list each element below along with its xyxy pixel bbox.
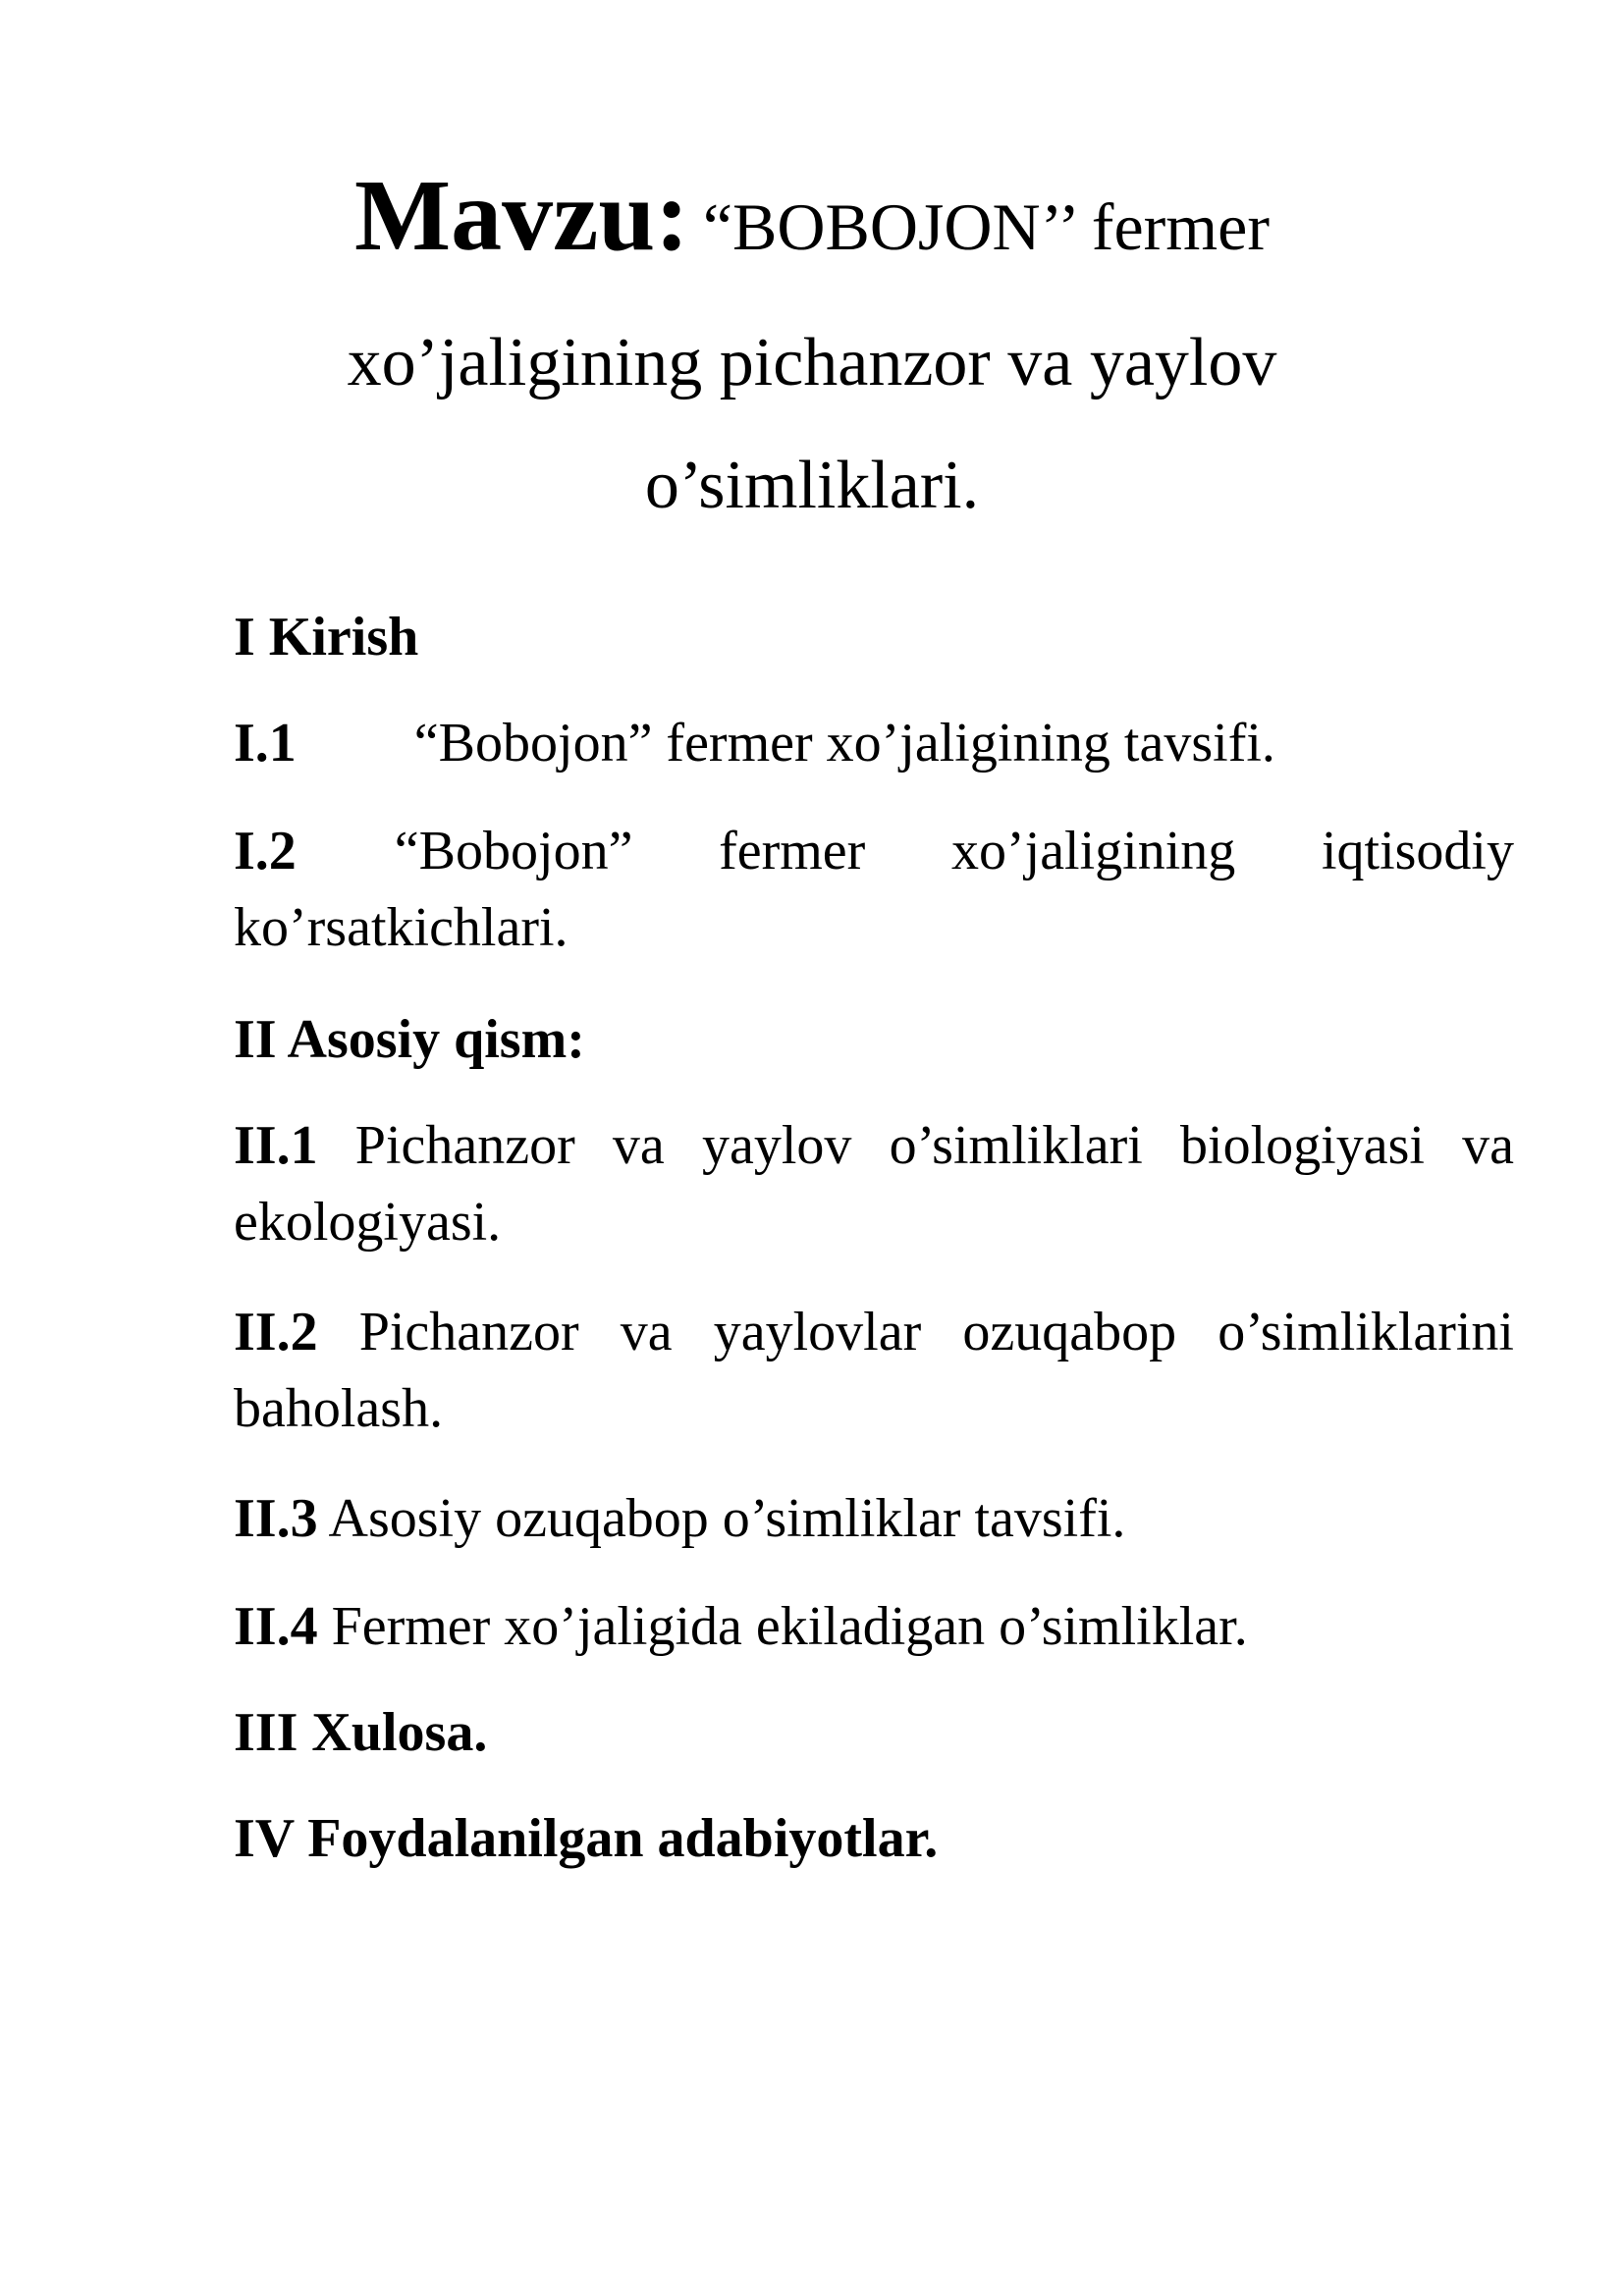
toc-item-asosiy: II Asosiy qism: — [234, 1009, 585, 1070]
toc-text: “Bobojon” fermer xo’jaligining iqtisodiy ko’rsatkichlari. — [234, 821, 1514, 958]
toc-item-i2 — [234, 813, 1514, 966]
toc-text: Pichanzor va yaylovlar ozuqabop o’simliklarini baholash. — [234, 1302, 1514, 1439]
toc-item-kirish: I Kirish — [234, 607, 419, 667]
toc-item-xulosa: III Xulosa. — [234, 1702, 488, 1763]
title-line-2: xo’jaligining pichanzor va yaylov — [347, 325, 1277, 400]
toc-text: Pichanzor va yaylov o’simliklari biologiyasi va ekologiyasi. — [234, 1115, 1514, 1253]
toc-number: II.2 — [234, 1302, 318, 1362]
toc-item-ii3 — [234, 1480, 1514, 1557]
toc-number: II.3 — [234, 1488, 318, 1549]
toc-item-ii4 — [234, 1588, 1514, 1665]
toc-number: I.2 — [234, 821, 297, 881]
toc-item-ii1 — [234, 1107, 1514, 1260]
toc-number: II.4 — [234, 1596, 318, 1657]
toc-text: Asosiy ozuqabop o’simliklar tavsifi. — [317, 1488, 1126, 1549]
toc-text: Fermer xo’jaligida ekiladigan o’simliklar. — [317, 1596, 1248, 1657]
toc-item-adabiyotlar: IV Foydalanilgan adabiyotlar. — [234, 1808, 939, 1869]
toc-item-ii2 — [234, 1294, 1514, 1447]
toc-number: II.1 — [234, 1115, 318, 1176]
toc-text: “Bobojon” fermer xo’jaligining tavsifi. — [413, 713, 1275, 774]
title-line-3: o’simliklari. — [644, 448, 980, 523]
title-label: Mavzu: — [354, 159, 689, 272]
title-line-1 — [0, 157, 1624, 286]
toc-number: I.1 — [234, 713, 297, 774]
toc-item-i1 — [234, 705, 1514, 781]
title-text-line-1: “BOBOJON’’ fermer — [702, 189, 1270, 264]
